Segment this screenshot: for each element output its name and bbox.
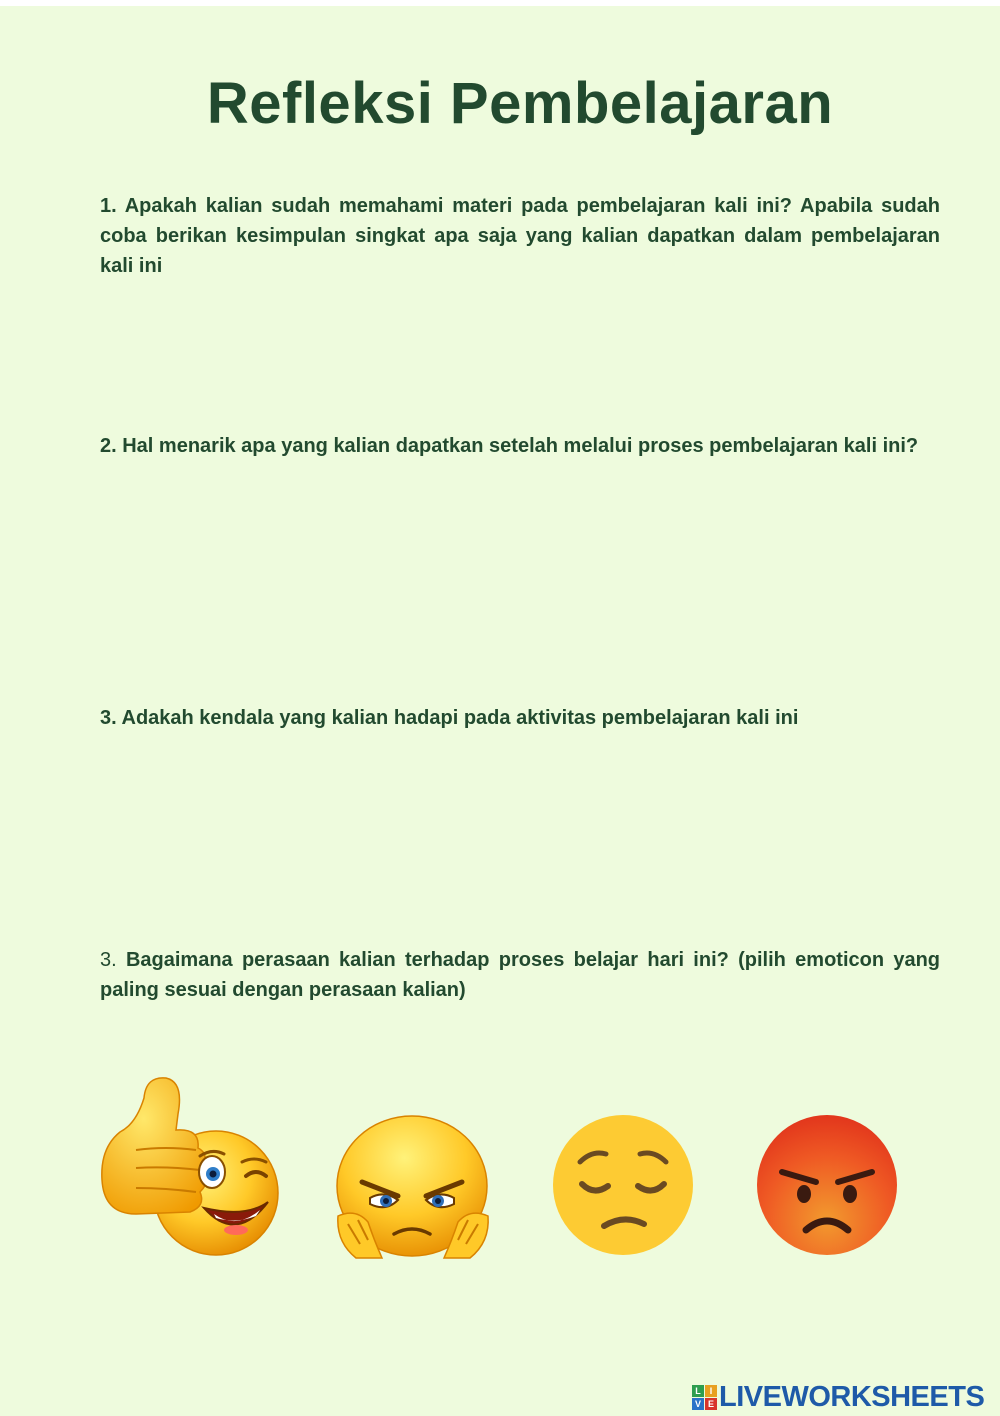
logo-letter: L (692, 1385, 704, 1397)
liveworksheets-logo-icon (692, 1385, 717, 1410)
grumpy-emoji-icon[interactable] (334, 1112, 492, 1260)
pensive-emoji-icon[interactable] (552, 1114, 694, 1256)
logo-letter: I (705, 1385, 717, 1397)
thumbs-up-wink-emoji-icon[interactable] (96, 1068, 286, 1260)
question-4-number: 3. (100, 949, 117, 971)
worksheet-page (0, 6, 1000, 1416)
page-title: Refleksi Pembelajaran (206, 71, 834, 136)
question-4 (100, 945, 940, 1005)
liveworksheets-logo[interactable] (692, 1380, 984, 1414)
question-3: 3. Adakah kendala yang kalian hadapi pada aktivitas pembelajaran kali ini (100, 707, 799, 729)
question-2: 2. Hal menarik apa yang kalian dapatkan setelah melalui proses pembelajaran kali ini? (100, 435, 919, 457)
logo-letter: V (692, 1398, 704, 1410)
brand-text: LIVEWORKSHEETS (719, 1380, 985, 1413)
question-4-text: Bagaimana perasaan kalian terhadap proses belajar hari ini? (pilih emoticon yang paling sesuai dengan perasaan kalian) (100, 949, 941, 1001)
angry-emoji-icon[interactable] (756, 1114, 898, 1256)
logo-letter: E (705, 1398, 717, 1410)
question-1: 1. Apakah kalian sudah memahami materi pada pembelajaran kali ini? Apabila sudah coba berikan kesimpulan singkat apa saja yang kalian dapatkan dalam pembelajaran kali ini (100, 195, 940, 277)
